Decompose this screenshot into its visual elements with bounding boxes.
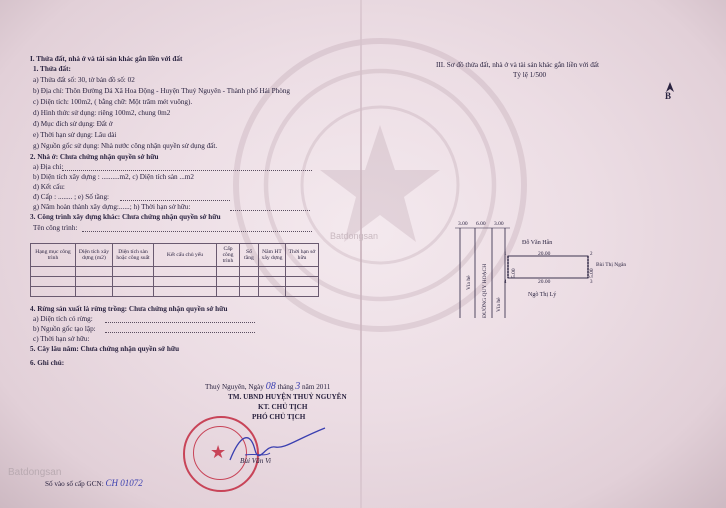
dotted-line <box>62 170 312 171</box>
date-prefix: Thuỷ Nguyên, Ngày <box>205 383 264 391</box>
forest-term: c) Thời hạn sở hữu: <box>33 335 90 343</box>
section-1-title: I. Thửa đất, nhà ở và tài sản khác gắn liền với đất <box>30 55 183 63</box>
col-header: Số tầng <box>240 244 259 267</box>
house-year: g) Năm hoàn thành xây dựng:......; h) Thời hạn sở hữu: <box>33 203 191 211</box>
sidewalk-right: Vỉa hè <box>496 297 502 312</box>
length-bottom: 20.00 <box>538 279 551 285</box>
usage-term: e) Thời hạn sử dụng: Lâu dài <box>33 131 117 139</box>
stamp-star-icon: ★ <box>210 442 227 462</box>
house-area: b) Diện tích xây dựng : ..........m2, c) Diện tích sàn ...m2 <box>33 173 194 181</box>
length-top: 20.00 <box>538 251 551 257</box>
col-header: Năm HT xây dựng <box>259 244 286 267</box>
dim-top-2: 6.00 <box>476 221 486 227</box>
north-arrow-icon <box>666 82 674 94</box>
date-mid: tháng <box>277 383 294 391</box>
parcel-diagram <box>450 218 630 338</box>
col-header: Diện tích xây dựng (m2) <box>76 244 113 267</box>
vice-title: KT. CHỦ TỊCH <box>258 403 308 411</box>
col-header: Kết cấu chủ yếu <box>154 244 217 267</box>
dotted-line <box>82 231 312 232</box>
gcn-label: Số vào sổ cấp GCN: <box>45 480 104 488</box>
side-right-length: 5.00 <box>589 268 595 278</box>
corner-3: 3 <box>590 280 593 285</box>
sidewalk-left: Vỉa hè <box>466 275 472 290</box>
perennial-title: 5. Cây lâu năm: Chưa chứng nhận quyền sở hữu <box>30 345 180 353</box>
scale-label: Tỷ lệ 1/500 <box>513 71 547 79</box>
neighbor-right: Bùi Thị Ngân <box>596 262 627 268</box>
other-works-title: 3. Công trình xây dựng khác: Chưa chứng nhận quyền sở hữu <box>30 213 221 221</box>
table-row <box>31 287 319 297</box>
signer-name: Bùi Văn Vi <box>240 457 272 465</box>
house-address: a) Địa chỉ: <box>33 163 64 171</box>
works-name: Tên công trình: <box>33 224 78 232</box>
forest-title: 4. Rừng sản xuất là rừng trồng: Chưa chứng nhận quyền sở hữu <box>30 305 228 313</box>
house-title: 2. Nhà ở: Chưa chứng nhận quyền sở hữu <box>30 153 159 161</box>
position-title: PHÓ CHỦ TỊCH <box>252 413 306 421</box>
corner-4: 4 <box>504 280 507 285</box>
notes-title: 6. Ghi chú: <box>30 359 65 367</box>
watermark-center: Batdongsan <box>330 231 379 241</box>
col-header: Hạng mục công trình <box>31 244 76 267</box>
neighbor-top: Đỗ Văn Hân <box>522 240 553 246</box>
gcn-entry <box>45 479 143 488</box>
diagram-title: III. Sơ đồ thửa đất, nhà ở và tài sản khác gắn liền với đất <box>436 61 599 69</box>
dim-top-1: 3.00 <box>458 221 468 227</box>
parcel-area: c) Diện tích: 100m2, ( bằng chữ: Một trăm mét vuông). <box>33 98 193 106</box>
house-structure: d) Kết cấu: <box>33 183 65 191</box>
north-label: B <box>665 91 672 101</box>
parcel-address: b) Địa chỉ: Thôn Đường Dá Xã Hoa Động - Huyện Thuỷ Nguyên - Thành phố Hải Phòng <box>33 87 291 95</box>
dim-top-3: 3.00 <box>494 221 504 227</box>
land-parcel-heading: 1. Thửa đất: <box>33 65 71 73</box>
usage-purpose: đ) Mục đích sử dụng: Đất ở <box>33 120 113 128</box>
planned-road: ĐƯỜNG QUY HOẠCH <box>482 263 488 318</box>
gcn-number: CH 01072 <box>105 478 143 488</box>
dotted-line <box>230 210 310 211</box>
date-day: 08 <box>265 381 276 392</box>
parcel-number: a) Thửa đất số: 30, tờ bản đồ số: 02 <box>33 76 135 84</box>
corner-2: 2 <box>590 252 593 257</box>
col-header: Thời hạn sở hữu <box>286 244 319 267</box>
corner-1: 1 <box>504 252 507 257</box>
date-year: năm 2011 <box>302 383 331 391</box>
forest-origin: b) Nguồn gốc tạo lập: <box>33 325 96 333</box>
signing-date <box>205 382 330 392</box>
col-header: Cấp công trình <box>217 244 240 267</box>
page-fold <box>360 0 362 508</box>
dotted-line <box>120 200 230 201</box>
date-month: 3 <box>295 381 301 392</box>
usage-origin: g) Nguồn gốc sử dụng: Nhà nước công nhận quyền sử dụng đất. <box>33 142 218 150</box>
table-row <box>31 277 319 287</box>
house-grade: đ) Cấp : ........ ; e) Số tầng: <box>33 193 110 201</box>
dotted-line <box>105 322 255 323</box>
watermark-left: Batdongsan <box>8 467 62 478</box>
usage-form: d) Hình thức sử dụng: riêng 100m2, chung 0m2 <box>33 109 171 117</box>
forest-area: a) Diện tích có rừng: <box>33 315 93 323</box>
side-left-length: 5.00 <box>511 268 517 278</box>
table-header-row <box>31 244 319 267</box>
works-table <box>30 243 319 297</box>
issuing-authority: TM. UBND HUYỆN THUỶ NGUYÊN <box>228 393 347 401</box>
dotted-line <box>105 332 255 333</box>
table-row <box>31 267 319 277</box>
lane-name: Ngõ Thị Lý <box>528 292 557 298</box>
col-header: Diện tích sàn hoặc công suất <box>113 244 154 267</box>
